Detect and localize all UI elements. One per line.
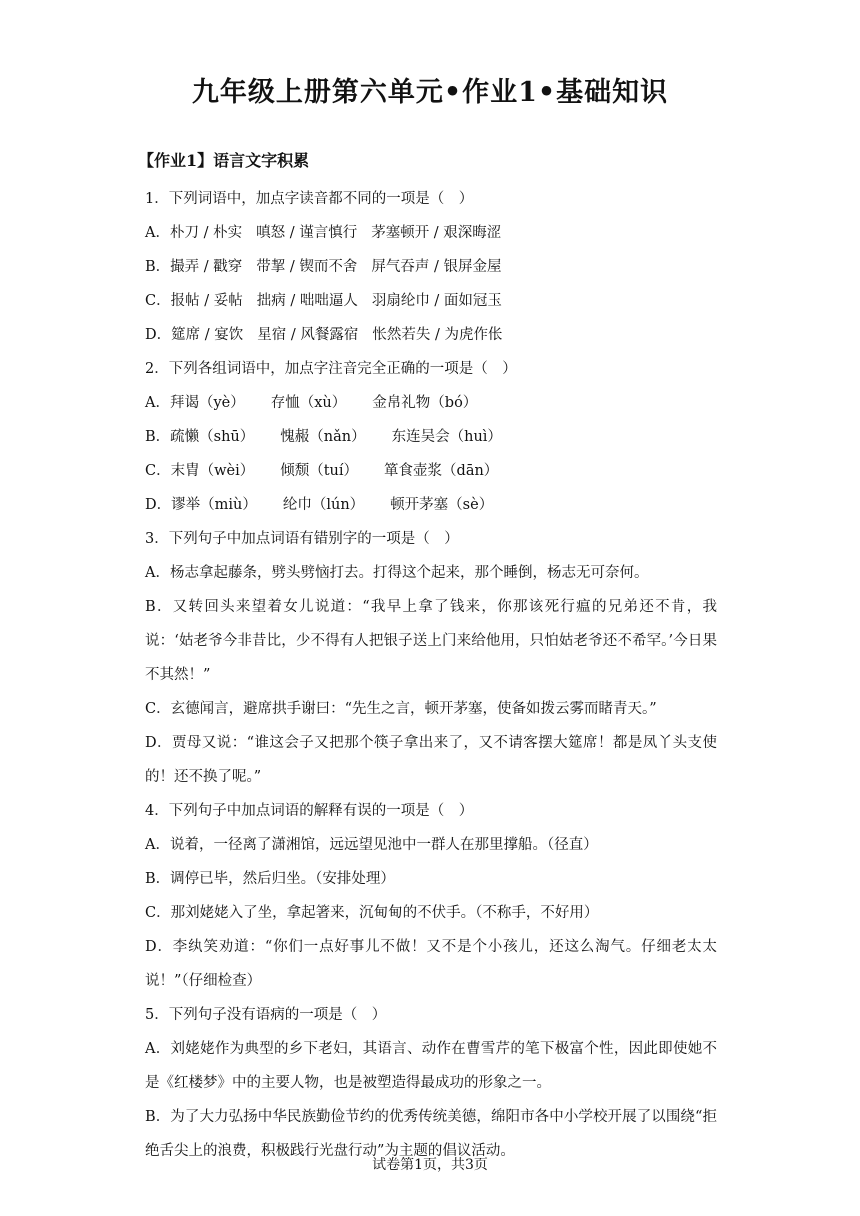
q3-stem: 3．下列句子中加点词语有错别字的一项是（ ） (145, 531, 459, 547)
q3-option-c: C．玄德闻言，避席拱手谢曰：“先生之言，顿开茅塞，使备如拨云雾而睹青天。” (145, 701, 657, 717)
section-heading: 【作业1】语言文字积累 (138, 151, 310, 170)
q1-option-b: B．撮弄 / 戳穿 带挈 / 锲而不舍 屏气吞声 / 银屏金屋 (145, 259, 502, 275)
q4-stem: 4．下列句子中加点词语的解释有误的一项是（ ） (145, 803, 474, 819)
q2-option-a: A．拜谒（yè） 存恤（xù） 金帛礼物（bó） (145, 395, 478, 411)
q5-option-a: A．刘姥姥作为典型的乡下老妇，其语言、动作在曹雪芹的笔下极富个性，因此即使她不是《红楼梦》中的主要人物，也是被塑造得最成功的形象之一。 (145, 1041, 717, 1091)
question-list (145, 182, 717, 1168)
q3-option-b: B．又转回头来望着女儿说道：“我早上拿了钱来，你那该死行瘟的兄弟还不肯，我说：‘姑老爷今非昔比，少不得有人把银子送上门来给他用，只怕姑老爷还不希罕。’今日果不其然！” (145, 599, 717, 683)
q2-option-c: C．末胄（wèi） 倾颓（tuí） 箪食壶浆（dān） (145, 463, 499, 479)
q1-stem: 1．下列词语中，加点字读音都不同的一项是（ ） (145, 191, 474, 207)
q4-option-b: B．调停已毕，然后归坐。（安排处理） (145, 871, 395, 887)
q4-option-a: A．说着，一径离了潇湘馆，远远望见池中一群人在那里撑船。（径直） (145, 837, 598, 853)
q2-option-d: D．谬举（miù） 纶巾（lún） 顿开茅塞（sè） (145, 497, 494, 513)
q3-option-d: D．贾母又说：“谁这会子又把那个筷子拿出来了，又不请客摆大筵席！都是凤丫头支使的！还不换了呢。” (145, 735, 717, 785)
q4-option-d: D．李纨笑劝道：“你们一点好事儿不做！又不是个小孩儿，还这么淘气。仔细老太太说！”（仔细检查） (145, 939, 717, 989)
page-title: 九年级上册第六单元•作业1•基础知识 (191, 77, 669, 108)
q1-option-d: D．筵席 / 宴饮 星宿 / 风餐露宿 怅然若失 / 为虎作伥 (145, 327, 503, 343)
page-footer: 试卷第1页，共3页 (372, 1157, 488, 1173)
q2-stem: 2．下列各组词语中，加点字注音完全正确的一项是（ ） (145, 361, 517, 377)
q5-option-b: B．为了大力弘扬中华民族勤俭节约的优秀传统美德，绵阳市各中小学校开展了以围绕“拒绝舌尖上的浪费，积极践行光盘行动”为主题的倡议活动。 (145, 1109, 717, 1159)
q2-option-b: B．疏懒（shū） 愧赧（nǎn） 东连吴会（huì） (145, 429, 502, 445)
q1-option-c: C．报帖 / 妥帖 拙病 / 咄咄逼人 羽扇纶巾 / 面如冠玉 (145, 293, 502, 309)
q5-stem: 5．下列句子没有语病的一项是（ ） (145, 1007, 387, 1023)
q1-option-a: A．朴刀 / 朴实 嗔怒 / 谨言慎行 茅塞顿开 / 艰深晦涩 (145, 225, 502, 241)
q4-option-c: C．那刘姥姥入了坐，拿起箸来，沉甸甸的不伏手。（不称手，不好用） (145, 905, 599, 921)
q3-option-a: A．杨志拿起藤条，劈头劈恼打去。打得这个起来，那个睡倒，杨志无可奈何。 (145, 565, 649, 581)
